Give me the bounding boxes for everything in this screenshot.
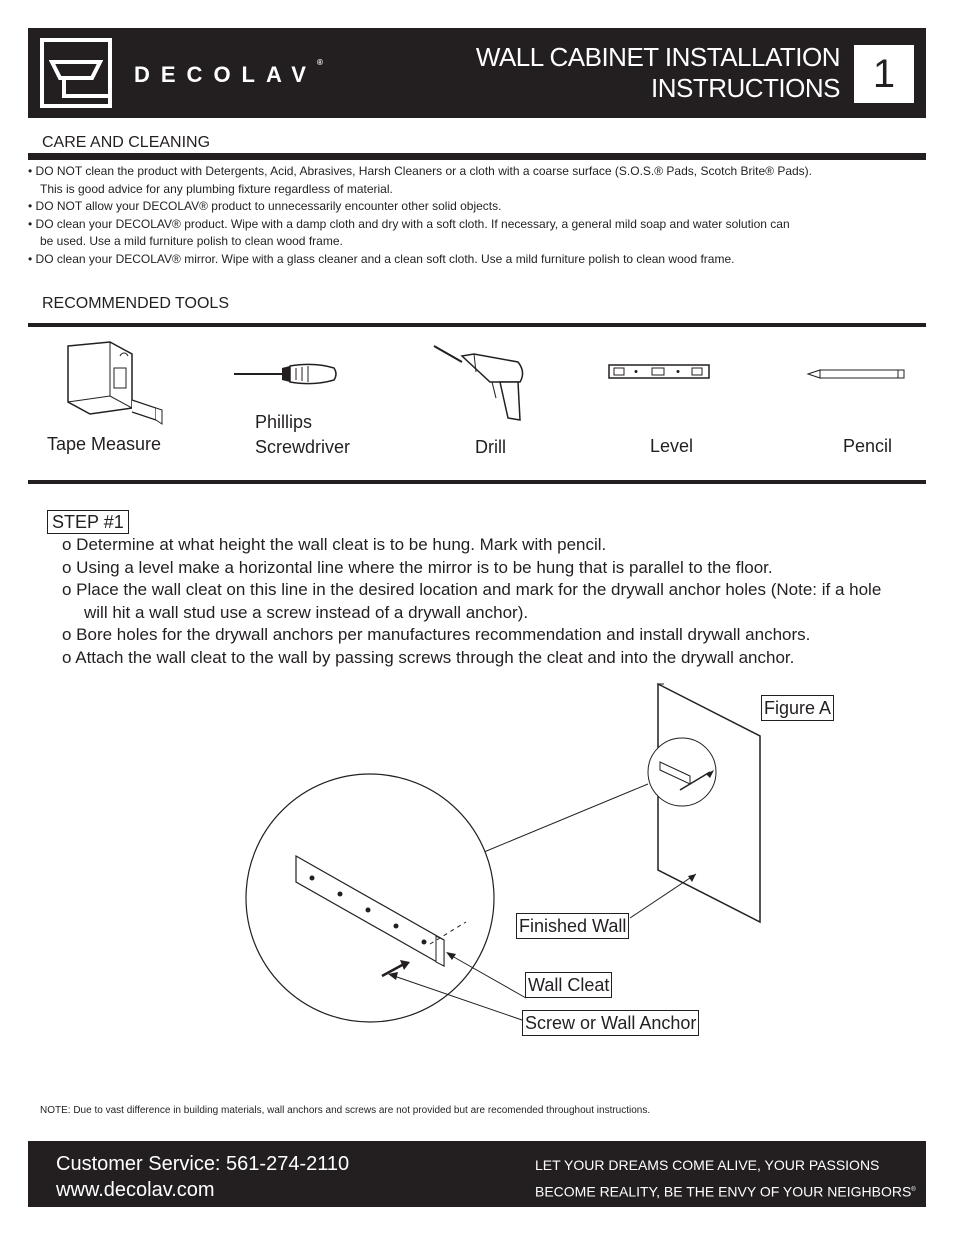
- tool-label-screwdriver: Phillips Screwdriver: [255, 412, 351, 457]
- care-item: • DO clean your DECOLAV® mirror. Wipe with a glass cleaner and a clean soft cloth. Use a mild furniture polish to clean wood frame.: [28, 251, 735, 266]
- page-number: 1: [854, 45, 914, 103]
- website-link[interactable]: www.decolav.com: [56, 1179, 215, 1201]
- step-item: o Using a level make a horizontal line where the mirror is to be hung that is parallel to the floor.: [62, 557, 773, 577]
- drill-icon: [430, 342, 530, 428]
- step-list: [62, 534, 932, 669]
- screwdriver-icon: [230, 360, 340, 390]
- care-item: • DO NOT allow your DECOLAV® product to unnecessarily encounter other solid objects.: [28, 199, 502, 213]
- care-item: • DO NOT clean the product with Detergents, Acid, Abrasives, Harsh Cleaners or a cloth with a coarse surface (S.O.S.® Pads, Scotch Brite® Pads).: [28, 164, 812, 178]
- figure-label: Figure A: [761, 695, 834, 721]
- section-divider: [28, 323, 926, 327]
- tagline: LET YOUR DREAMS COME ALIVE, YOUR PASSIONS BECOME REALITY, BE THE ENVY OF YOUR NEIGHBORS®: [535, 1157, 916, 1200]
- header-bar: [28, 28, 926, 118]
- decolav-logo-icon: [40, 38, 112, 108]
- screw-anchor-label: Screw or Wall Anchor: [522, 1010, 699, 1036]
- step-title: STEP #1: [47, 510, 129, 534]
- care-item-cont: be used. Use a mild furniture polish to clean wood frame.: [40, 234, 343, 248]
- section-divider: [28, 480, 926, 484]
- level-icon: [608, 363, 710, 381]
- pencil-icon: [806, 368, 906, 380]
- installation-note: NOTE: Due to vast difference in building materials, wall anchors and screws are not provided but are recomended throughout instructions.: [40, 1105, 651, 1116]
- tool-label-pencil: Pencil: [843, 436, 893, 456]
- section-divider: [28, 153, 926, 160]
- step-item: o Attach the wall cleat to the wall by passing screws through the cleat and into the drywall anchor.: [62, 647, 795, 667]
- brand-name: DECOLAV®: [134, 58, 323, 87]
- wall-cleat-label: Wall Cleat: [525, 972, 612, 998]
- step-item-cont: will hit a wall stud use a screw instead of a drywall anchor).: [84, 602, 529, 622]
- tools-section-title: RECOMMENDED TOOLS: [42, 295, 229, 312]
- tape-measure-icon: [60, 338, 170, 430]
- care-list: [28, 163, 908, 268]
- page-title: WALL CABINET INSTALLATION INSTRUCTIONS: [475, 42, 840, 103]
- step-item: o Place the wall cleat on this line in the desired location and mark for the drywall anchor holes (Note: if a hole: [62, 580, 882, 599]
- tool-label-drill: Drill: [475, 437, 506, 457]
- finished-wall-label: Finished Wall: [516, 913, 629, 939]
- customer-service: Customer Service: 561-274-2110: [56, 1153, 350, 1175]
- step-item: o Bore holes for the drywall anchors per manufactures recommendation and install drywall anchors.: [62, 625, 811, 644]
- tool-label-level: Level: [650, 436, 694, 456]
- footer-bar: [28, 1141, 926, 1207]
- step-item: o Determine at what height the wall cleat is to be hung. Mark with pencil.: [62, 535, 607, 554]
- care-section-title: CARE AND CLEANING: [42, 134, 211, 151]
- care-item-cont: This is good advice for any plumbing fixture regardless of material.: [40, 181, 393, 196]
- tool-label-tape-measure: Tape Measure: [47, 434, 162, 454]
- contact-info: [56, 1151, 349, 1203]
- care-item: • DO clean your DECOLAV® product. Wipe with a damp cloth and dry with a soft cloth. If necessary, a general mild soap and water solution can: [28, 216, 790, 231]
- figure-a-illustration: [240, 680, 800, 1080]
